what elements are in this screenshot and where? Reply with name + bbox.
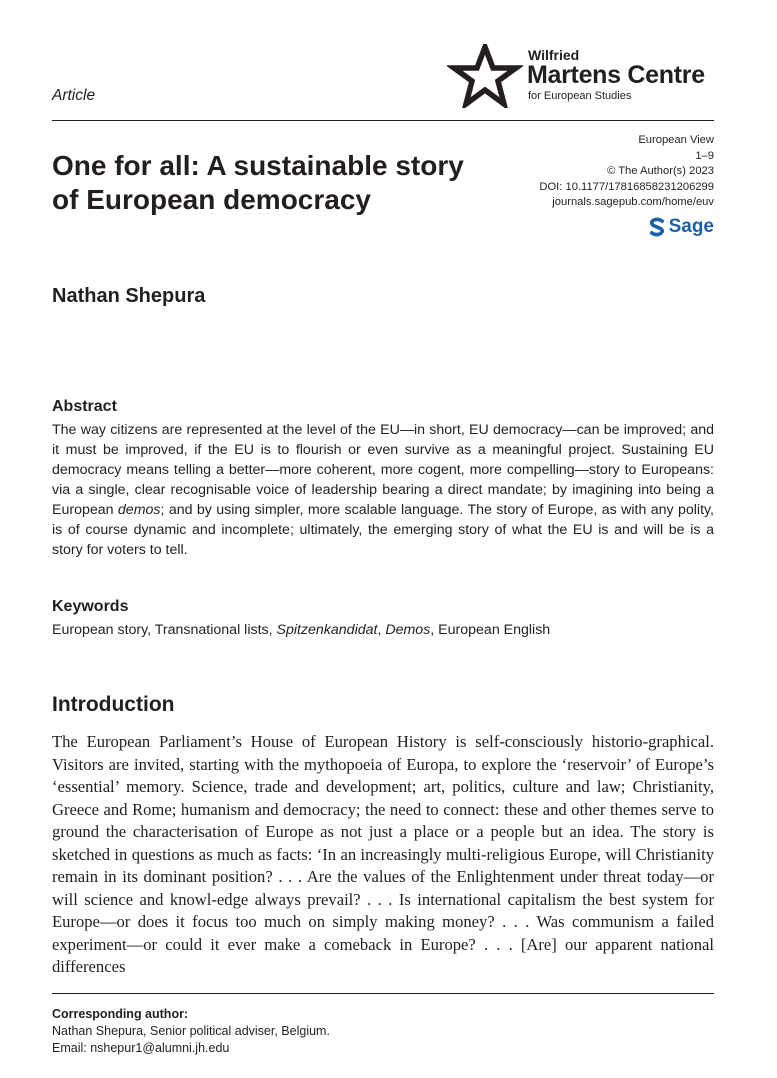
abstract-heading: Abstract: [52, 398, 117, 415]
logo-line-3: for European Studies: [528, 90, 632, 102]
abstract-text-part-1: The way citizens are represented at the level of the EU—in short, EU democracy—can be improved; and it must be improved, if the EU is to flourish or even survive as a meaningful project. Sustaining EU democracy means telling a better—more coherent, more cogent, more compelling—story to Europeans: via a single, clear recognisable voice of leadership bearing a direct mandate; by imagining into being a European: [52, 422, 714, 518]
keywords-sep: ,: [377, 622, 386, 638]
journal-url[interactable]: journals.sagepub.com/home/euv: [552, 196, 714, 208]
title-line-2: of European democracy: [52, 184, 371, 215]
title-line-1: One for all: A sustainable story: [52, 150, 464, 181]
introduction-heading: Introduction: [52, 693, 175, 716]
logo-line-1: Wilfried: [528, 47, 580, 63]
abstract-text-part-2: ; and by using simpler, more scalable language. The story of Europe, as with any polity, is of course dynamic and incomplete; ultimately, the emerging story of what the EU is and will be is a story for voters to tell.: [52, 502, 714, 558]
corresponding-author-note: [52, 1006, 330, 1057]
introduction-text: The European Parliament’s House of European History is self-consciously historio-graphical. Visitors are invited, starting with the mythopoeia of Europa, to explore the ‘reservoir’ of Europe’s ‘essential’ memory. Science, trade and development; art, politics, culture and law; Christianity, Greece and Rome; humanism and democracy; the need to connect: these and other themes serve to ground the characterisation of Europe as not just a place or a people but an idea. The story is sketched in questions as much as facts: ‘In an increasingly multi-religious Europe, will Christianity remain in its dominant position? . . . Are the values of the Enlightenment under threat today—or will science and knowl-edge always prevail? . . . Is international capitalism the best system for Europe—or does it focus too much on simply making money? . . . Was communism a failed experiment—or could it ever make a comeback in Europe? . . . [Are] our apparent national differences: [52, 732, 714, 976]
publisher-logo: [649, 216, 714, 238]
keywords-list: [52, 620, 714, 640]
author-affiliation: Nathan Shepura, Senior political adviser, Belgium.: [52, 1024, 330, 1038]
header-divider: [52, 120, 714, 121]
corresponding-author-heading: Corresponding author:: [52, 1007, 189, 1021]
article-title: [52, 149, 512, 217]
copyright: © The Author(s) 2023: [607, 165, 714, 177]
martens-centre-logo: [447, 44, 727, 112]
author-name: Nathan Shepura: [52, 285, 206, 307]
abstract-text-italic: demos: [117, 502, 161, 518]
publisher-name: Sage: [668, 216, 714, 237]
doi: DOI: 10.1177/17816858231206299: [539, 180, 714, 193]
journal-meta: [539, 133, 714, 211]
keywords-heading: Keywords: [52, 598, 129, 615]
keyword-spitzenkandidat: Spitzenkandidat: [276, 622, 378, 638]
star-icon: [447, 44, 523, 108]
logo-line-2: Martens Centre: [527, 61, 705, 89]
keywords-part-1: European story, Transnational lists,: [52, 622, 277, 638]
author-email[interactable]: Email: nshepur1@alumni.jh.edu: [52, 1041, 230, 1055]
article-type-label: Article: [52, 87, 96, 104]
sage-s-icon: [649, 217, 665, 237]
keywords-part-5: , European English: [430, 622, 551, 638]
abstract-text: [52, 420, 714, 560]
keyword-demos: Demos: [385, 622, 431, 638]
footer-divider: [52, 993, 714, 994]
page-range: 1–9: [695, 149, 714, 162]
journal-name: European View: [638, 134, 714, 146]
